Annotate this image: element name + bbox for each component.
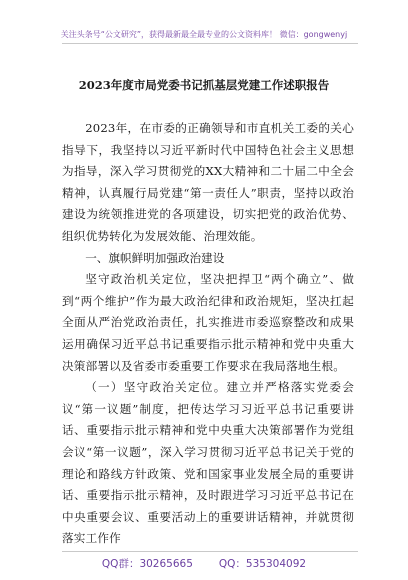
header-banner: 关注头条号“公文研究”，获得最新最全最专业的公文资料库！ 微信：gongwenyj — [60, 30, 348, 39]
footer-divider — [62, 551, 358, 552]
footer-qq-group: QQ群：30265665 — [101, 558, 193, 570]
footer-contact — [0, 556, 408, 571]
paragraph-subsection-1: （一）坚守政治关定位。建立并严格落实党委会议“第一议题”制度，把传达学习习近平总书记重要讲话、重要指示批示精神和党中央重大决策部署作为党组会议“第一议题”，深入学习贯彻习近平总书记关于党的理论和路线方针政策、党和国家事业发展全局的重要讲话、重要指示批示精神，及时跟进学习习近平总书记在中央重要会议、重要活动上的重要讲话精神，并就贯彻落实工作作 — [62, 380, 354, 546]
document-title: 2023年度市局党委书记抓基层党建工作述职报告 — [78, 78, 330, 92]
paragraph-intro: 2023年，在市委的正确领导和市直机关工委的关心指导下，我坚持以习近平新时代中国特色社会主义思想为指导，深入学习贯彻党的XX大精神和二十届二中全会精神，认真履行局党建“第一责任人”职责，坚持以政治建设为统领推进党的各项建设，切实把党的政治优势、组织优势转化为发展效能、治理效能。 — [62, 121, 354, 243]
section-heading-1: 一、旗帜鲜明加强政治建设 — [85, 250, 225, 265]
header-divider — [62, 43, 358, 44]
document-body — [62, 118, 354, 550]
paragraph-political-position: 坚守政治机关定位，坚决把捍卫“两个确立”、做到“两个维护”作为最大政治纪律和政治规矩，坚决扛起全面从严治党政治责任，扎实推进市委巡察整改和成果运用确保习近平总书记重要指示批示精神和党中央重大决策部署以及省委市委重要工作要求在我局落地生根。 — [62, 272, 354, 373]
footer-qq-number: QQ：535304092 — [218, 558, 307, 570]
